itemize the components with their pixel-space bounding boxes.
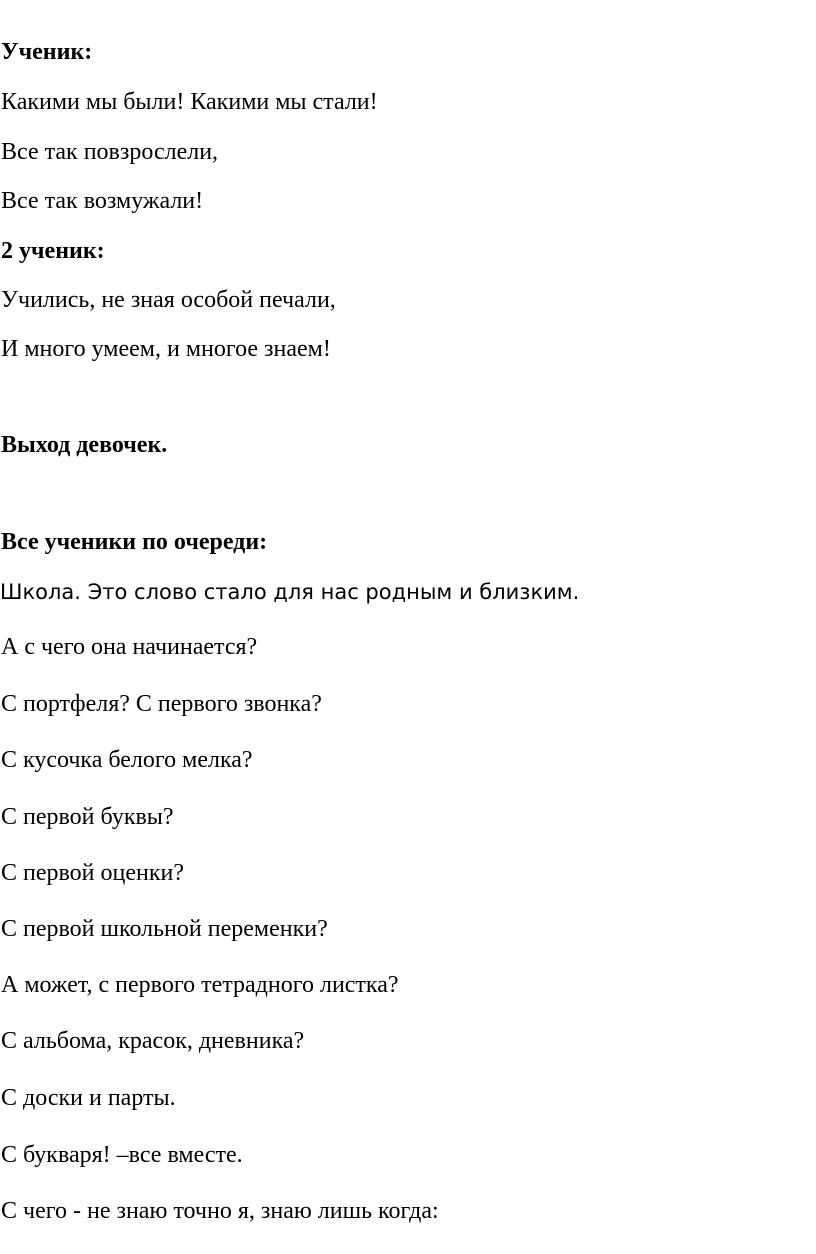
- verse-line: А с чего она начинается?: [1, 634, 258, 660]
- verse-line: С доски и парты.: [1, 1085, 176, 1111]
- verse-line: Школа. Это слово стало для нас родным и близким.: [0, 580, 580, 604]
- verse-line: Все так возмужали!: [1, 188, 204, 214]
- verse-line: Учились, не зная особой печали,: [1, 287, 336, 313]
- verse-line: С чего - не знаю точно я, знаю лишь когда:: [1, 1198, 439, 1224]
- verse-line: И много умеем, и многое знаем!: [1, 336, 331, 362]
- verse-line: Все так повзрослели,: [1, 139, 219, 165]
- verse-line: А может, с первого тетрадного листка?: [1, 972, 399, 998]
- verse-line: Какими мы были! Какими мы стали!: [1, 89, 378, 115]
- verse-line: С альбома, красок, дневника?: [1, 1028, 305, 1054]
- verse-line: С первой школьной переменки?: [1, 916, 328, 942]
- verse-line: С портфеля? С первого звонка?: [1, 691, 322, 717]
- speaker-label-all-students: Все ученики по очереди:: [1, 529, 268, 555]
- speaker-label-student-2: 2 ученик:: [1, 238, 105, 264]
- speaker-label-student: Ученик:: [1, 39, 93, 65]
- stage-direction: Выход девочек.: [1, 432, 168, 458]
- verse-line: С букваря! –все вместе.: [1, 1142, 243, 1168]
- verse-line: С кусочка белого мелка?: [1, 747, 253, 773]
- verse-line: С первой буквы?: [1, 804, 174, 830]
- verse-line: С первой оценки?: [1, 860, 185, 886]
